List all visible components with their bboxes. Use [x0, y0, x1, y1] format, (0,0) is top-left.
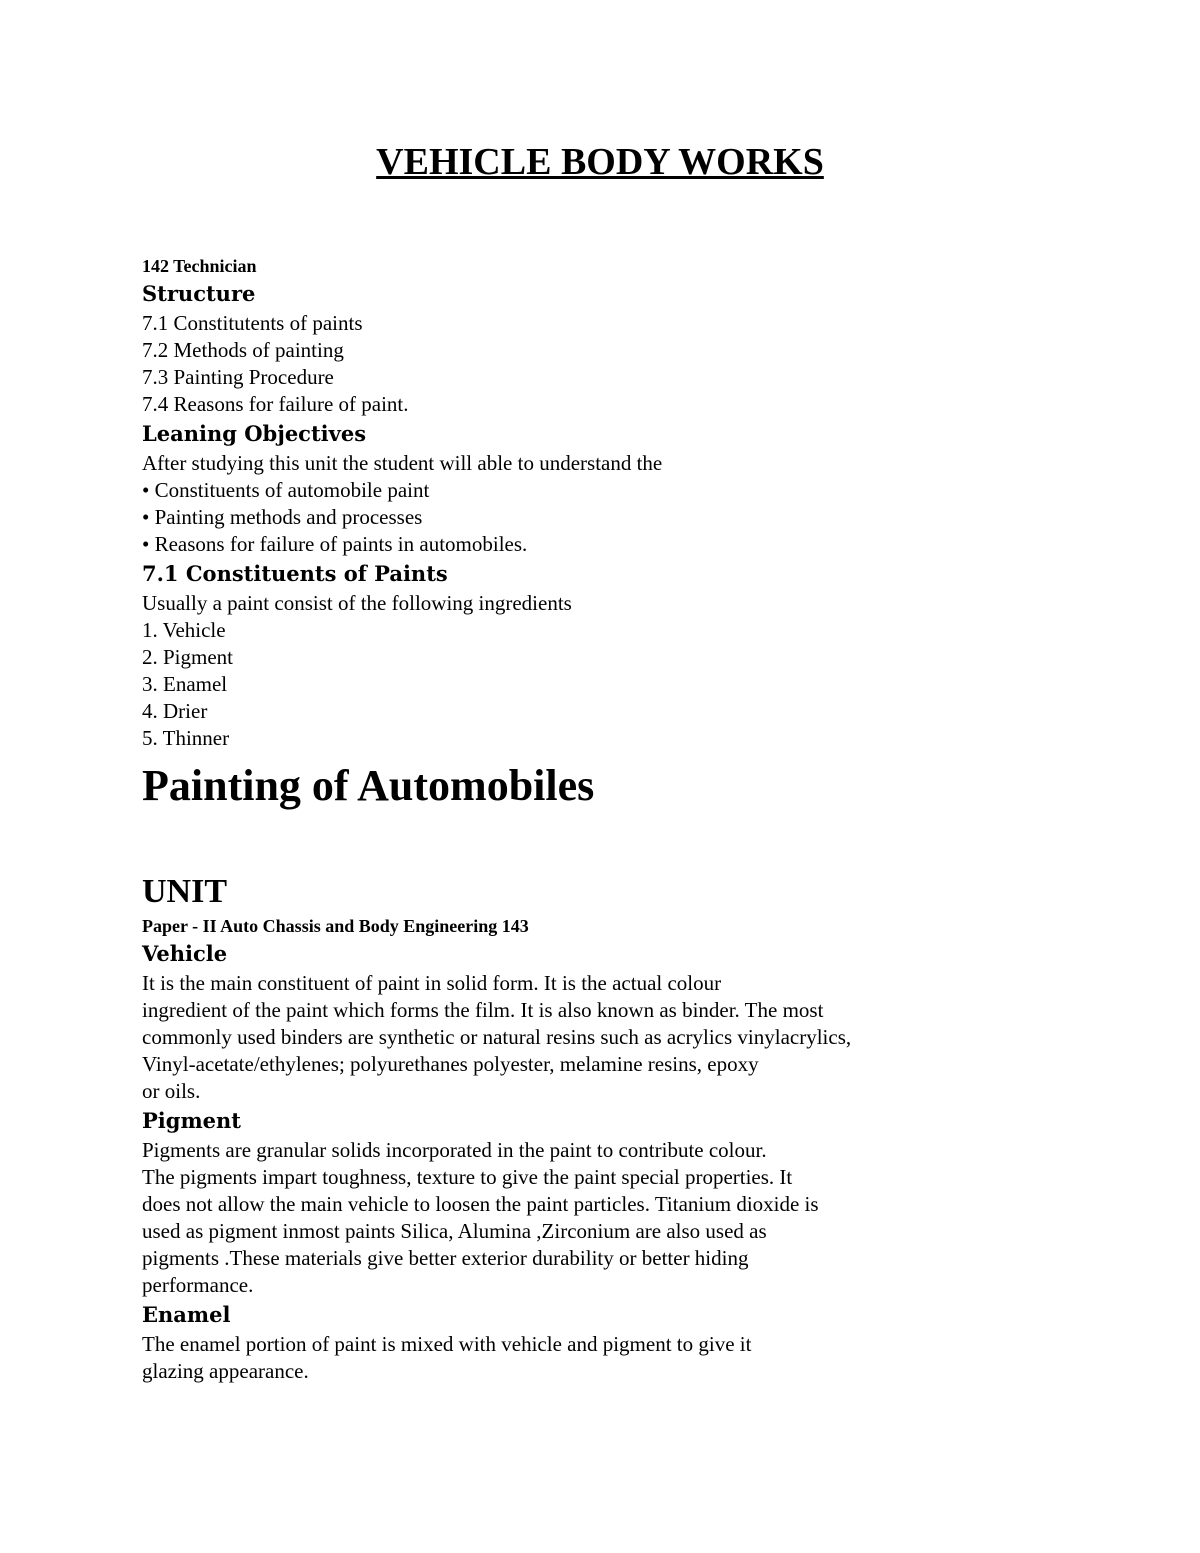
- paragraph-line: glazing appearance.: [142, 1359, 309, 1383]
- objectives-intro: After studying this unit the student will able to understand the: [142, 451, 663, 475]
- constituent-item: 3. Enamel: [142, 672, 228, 696]
- vehicle-heading: Vehicle: [142, 941, 228, 966]
- constituents-list: [142, 617, 1042, 752]
- unit-label: UNIT: [142, 873, 228, 910]
- paragraph-line: ingredient of the paint which forms the film. It is also known as binder. The most: [142, 998, 824, 1022]
- objectives-list: [142, 477, 1042, 558]
- document-body: [142, 254, 1042, 1385]
- paragraph-line: or oils.: [142, 1079, 201, 1103]
- constituents-intro: Usually a paint consist of the following ingredients: [142, 591, 572, 615]
- paragraph-line: The pigments impart toughness, texture to give the paint special properties. It: [142, 1165, 793, 1189]
- objective-item: • Painting methods and processes: [142, 505, 423, 529]
- vehicle-paragraph: [142, 970, 1042, 1105]
- objective-item: • Reasons for failure of paints in automobiles.: [142, 532, 528, 556]
- objectives-heading: Leaning Objectives: [142, 421, 367, 446]
- structure-item: 7.2 Methods of painting: [142, 338, 344, 362]
- constituent-item: 4. Drier: [142, 699, 208, 723]
- constituents-heading: 7.1 Constituents of Paints: [142, 561, 448, 586]
- paragraph-line: Pigments are granular solids incorporated in the paint to contribute colour.: [142, 1138, 767, 1162]
- paragraph-line: Vinyl-acetate/ethylenes; polyurethanes polyester, melamine resins, epoxy: [142, 1052, 759, 1076]
- structure-item: 7.4 Reasons for failure of paint.: [142, 392, 409, 416]
- pigment-paragraph: [142, 1137, 1042, 1299]
- enamel-heading: Enamel: [142, 1302, 231, 1327]
- constituent-item: 2. Pigment: [142, 645, 234, 669]
- paragraph-line: pigments .These materials give better exterior durability or better hiding: [142, 1246, 749, 1270]
- footer-note: Paper - II Auto Chassis and Body Engineering 143: [142, 916, 529, 936]
- structure-item: 7.1 Constitutents of paints: [142, 311, 363, 335]
- paragraph-line: does not allow the main vehicle to loosen the paint particles. Titanium dioxide is: [142, 1192, 819, 1216]
- pigment-heading: Pigment: [142, 1108, 242, 1133]
- structure-item: 7.3 Painting Procedure: [142, 365, 334, 389]
- paragraph-line: The enamel portion of paint is mixed with vehicle and pigment to give it: [142, 1332, 752, 1356]
- header-note: 142 Technician: [142, 256, 257, 276]
- paragraph-line: performance.: [142, 1273, 254, 1297]
- paragraph-line: used as pigment inmost paints Silica, Alumina ,Zirconium are also used as: [142, 1219, 767, 1243]
- constituent-item: 1. Vehicle: [142, 618, 226, 642]
- objective-item: • Constituents of automobile paint: [142, 478, 430, 502]
- enamel-paragraph: [142, 1331, 1042, 1385]
- paragraph-line: commonly used binders are synthetic or natural resins such as acrylics vinylacrylics,: [142, 1025, 852, 1049]
- paragraph-line: It is the main constituent of paint in solid form. It is the actual colour: [142, 971, 722, 995]
- document-title: VEHICLE BODY WORKS: [376, 141, 824, 183]
- constituent-item: 5. Thinner: [142, 726, 230, 750]
- chapter-title: Painting of Automobiles: [142, 761, 595, 810]
- structure-heading: Structure: [142, 281, 256, 306]
- structure-list: [142, 310, 1042, 418]
